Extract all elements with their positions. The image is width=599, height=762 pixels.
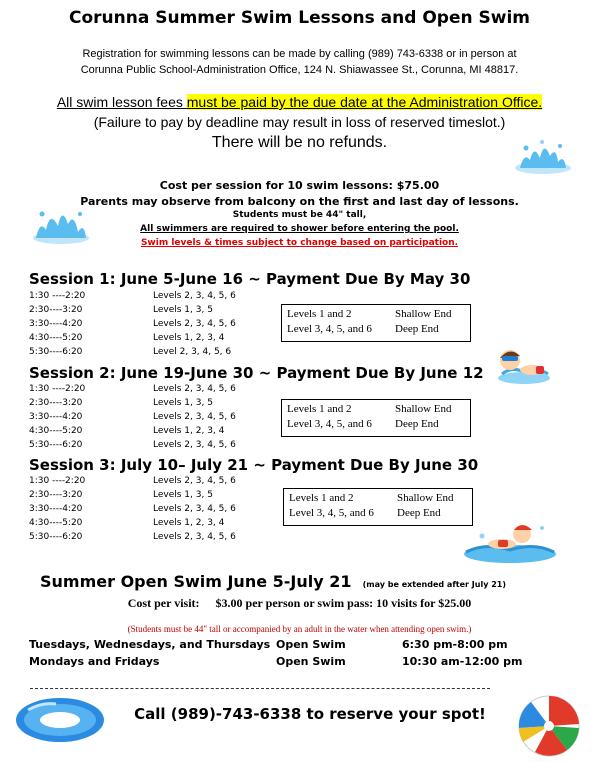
row-time: 1:30 ----2:20 [29, 384, 86, 394]
row-levels: Level 2, 3, 4, 5, 6 [153, 347, 232, 357]
swimmer-girl-icon [462, 516, 558, 564]
level-group: Level 3, 4, 5, and 6 [287, 323, 372, 335]
row-levels: Levels 1, 3, 5 [153, 490, 213, 500]
level-group: Levels 1 and 2 [289, 492, 354, 504]
open-swim-hours: 6:30 pm-8:00 pm [402, 638, 508, 651]
level-box-line [287, 323, 473, 337]
row-levels: Levels 2, 3, 4, 5, 6 [153, 504, 236, 514]
pool-end: Shallow End [397, 492, 454, 504]
row-time: 3:30----4:20 [29, 412, 83, 422]
level-box-line [287, 308, 473, 322]
pool-end: Deep End [397, 507, 441, 519]
session-1-title: Session 1: June 5-June 16 ~ Payment Due By May 30 [29, 270, 471, 288]
row-time: 4:30----5:20 [29, 518, 83, 528]
beach-ball-icon [517, 694, 581, 758]
fee-notice-part-1: All swim lesson fees [56, 94, 187, 110]
pool-end: Shallow End [395, 403, 452, 415]
row-levels: Levels 1, 3, 5 [153, 305, 213, 315]
open-swim-activity: Open Swim [276, 638, 346, 651]
schedule-row [29, 398, 269, 411]
registration-line-2: Corunna Public School-Administration Office, 124 N. Shiawassee St., Corunna, MI 48817. [80, 64, 519, 76]
cost-per-visit-value: $3.00 per person or swim pass: 10 visits for $25.00 [215, 596, 472, 610]
row-time: 4:30----5:20 [29, 426, 83, 436]
session-1-level-box [281, 304, 471, 342]
open-swim-extended-note: (may be extended after July 21) [362, 580, 506, 589]
height-requirement: Students must be 44" tall, [232, 210, 367, 220]
schedule-row [29, 384, 269, 397]
open-swim-hours: 10:30 am-12:00 pm [402, 655, 523, 668]
schedule-row [29, 476, 269, 489]
schedule-row [29, 347, 269, 360]
session-2-level-box [281, 399, 471, 437]
parents-observe-note: Parents may observe from balcony on the first and last day of lessons. [80, 195, 519, 208]
schedule-row [29, 532, 269, 545]
row-levels: Levels 2, 3, 4, 5, 6 [153, 319, 236, 329]
row-time: 1:30 ----2:20 [29, 476, 86, 486]
open-swim-age-note: (Students must be 44" tall or accompanied by an adult in the water when attending open swim.) [127, 624, 472, 634]
row-time: 5:30----6:20 [29, 532, 83, 542]
level-group: Levels 1 and 2 [287, 403, 352, 415]
session-2-title: Session 2: June 19-June 30 ~ Payment Due By June 12 [29, 364, 484, 382]
row-levels: Levels 1, 2, 3, 4 [153, 333, 225, 343]
schedule-row [29, 305, 269, 318]
swimmer-boy-icon [492, 344, 552, 386]
pool-end: Deep End [395, 418, 439, 430]
row-levels: Levels 2, 3, 4, 5, 6 [153, 291, 236, 301]
row-time: 4:30----5:20 [29, 333, 83, 343]
row-time: 3:30----4:20 [29, 319, 83, 329]
shower-requirement: All swimmers are required to shower before entering the pool. [140, 224, 459, 234]
lesson-cost: Cost per session for 10 swim lessons: $75.00 [159, 179, 440, 192]
no-refunds-notice: There will be no refunds. [211, 134, 388, 151]
row-levels: Levels 2, 3, 4, 5, 6 [153, 440, 236, 450]
pool-end: Deep End [395, 323, 439, 335]
level-group: Level 3, 4, 5, and 6 [287, 418, 372, 430]
fee-notice-highlight: must be paid by the due date at the Administration Office. [186, 94, 543, 110]
pool-end: Shallow End [395, 308, 452, 320]
level-group: Level 3, 4, 5, and 6 [289, 507, 374, 519]
row-time: 5:30----6:20 [29, 347, 83, 357]
row-time: 2:30----3:20 [29, 490, 83, 500]
schedule-row [29, 333, 269, 346]
row-levels: Levels 2, 3, 4, 5, 6 [153, 476, 236, 486]
row-levels: Levels 1, 2, 3, 4 [153, 426, 225, 436]
schedule-row [29, 518, 269, 531]
page-title: Corunna Summer Swim Lessons and Open Swim [69, 8, 530, 28]
schedule-row [29, 319, 269, 332]
open-swim-days: Tuesdays, Wednesdays, and Thursdays [29, 638, 271, 651]
row-levels: Levels 1, 2, 3, 4 [153, 518, 225, 528]
divider [30, 688, 490, 689]
fee-notice [0, 94, 599, 110]
row-levels: Levels 2, 3, 4, 5, 6 [153, 412, 236, 422]
call-to-action: Call (989)-743-6338 to reserve your spot! [134, 705, 486, 723]
open-swim-days: Mondays and Fridays [29, 655, 160, 668]
open-swim-activity: Open Swim [276, 655, 346, 668]
schedule-row [29, 440, 269, 453]
schedule-row [29, 490, 269, 503]
schedule-row [29, 426, 269, 439]
registration-info [0, 46, 599, 78]
swim-ring-icon [12, 694, 108, 746]
schedule-row [29, 504, 269, 517]
session-3-title: Session 3: July 10– July 21 ~ Payment Due By June 30 [29, 456, 479, 474]
level-box-line [289, 507, 475, 521]
row-levels: Levels 1, 3, 5 [153, 398, 213, 408]
level-box-line [287, 418, 473, 432]
level-box-line [287, 403, 473, 417]
row-levels: Levels 2, 3, 4, 5, 6 [153, 532, 236, 542]
registration-line-1: Registration for swimming lessons can be made by calling (989) 743-6338 or in person at [82, 48, 517, 60]
row-time: 2:30----3:20 [29, 305, 83, 315]
failure-notice: (Failure to pay by deadline may result in loss of reserved timeslot.) [93, 114, 506, 130]
row-time: 3:30----4:20 [29, 504, 83, 514]
subject-to-change-note: Swim levels & times subject to change based on participation. [140, 238, 459, 248]
schedule-row [29, 291, 269, 304]
open-swim-title: Summer Open Swim June 5-July 21 [40, 572, 352, 591]
schedule-row [29, 412, 269, 425]
level-box-line [289, 492, 475, 506]
row-time: 5:30----6:20 [29, 440, 83, 450]
row-levels: Levels 2, 3, 4, 5, 6 [153, 384, 236, 394]
open-swim-cost [0, 596, 599, 611]
cost-per-visit-label: Cost per visit: [127, 596, 200, 610]
row-time: 1:30 ----2:20 [29, 291, 86, 301]
row-time: 2:30----3:20 [29, 398, 83, 408]
level-group: Levels 1 and 2 [287, 308, 352, 320]
water-splash-icon [512, 138, 574, 176]
session-3-level-box [283, 488, 473, 526]
open-swim-title-line [40, 572, 506, 591]
